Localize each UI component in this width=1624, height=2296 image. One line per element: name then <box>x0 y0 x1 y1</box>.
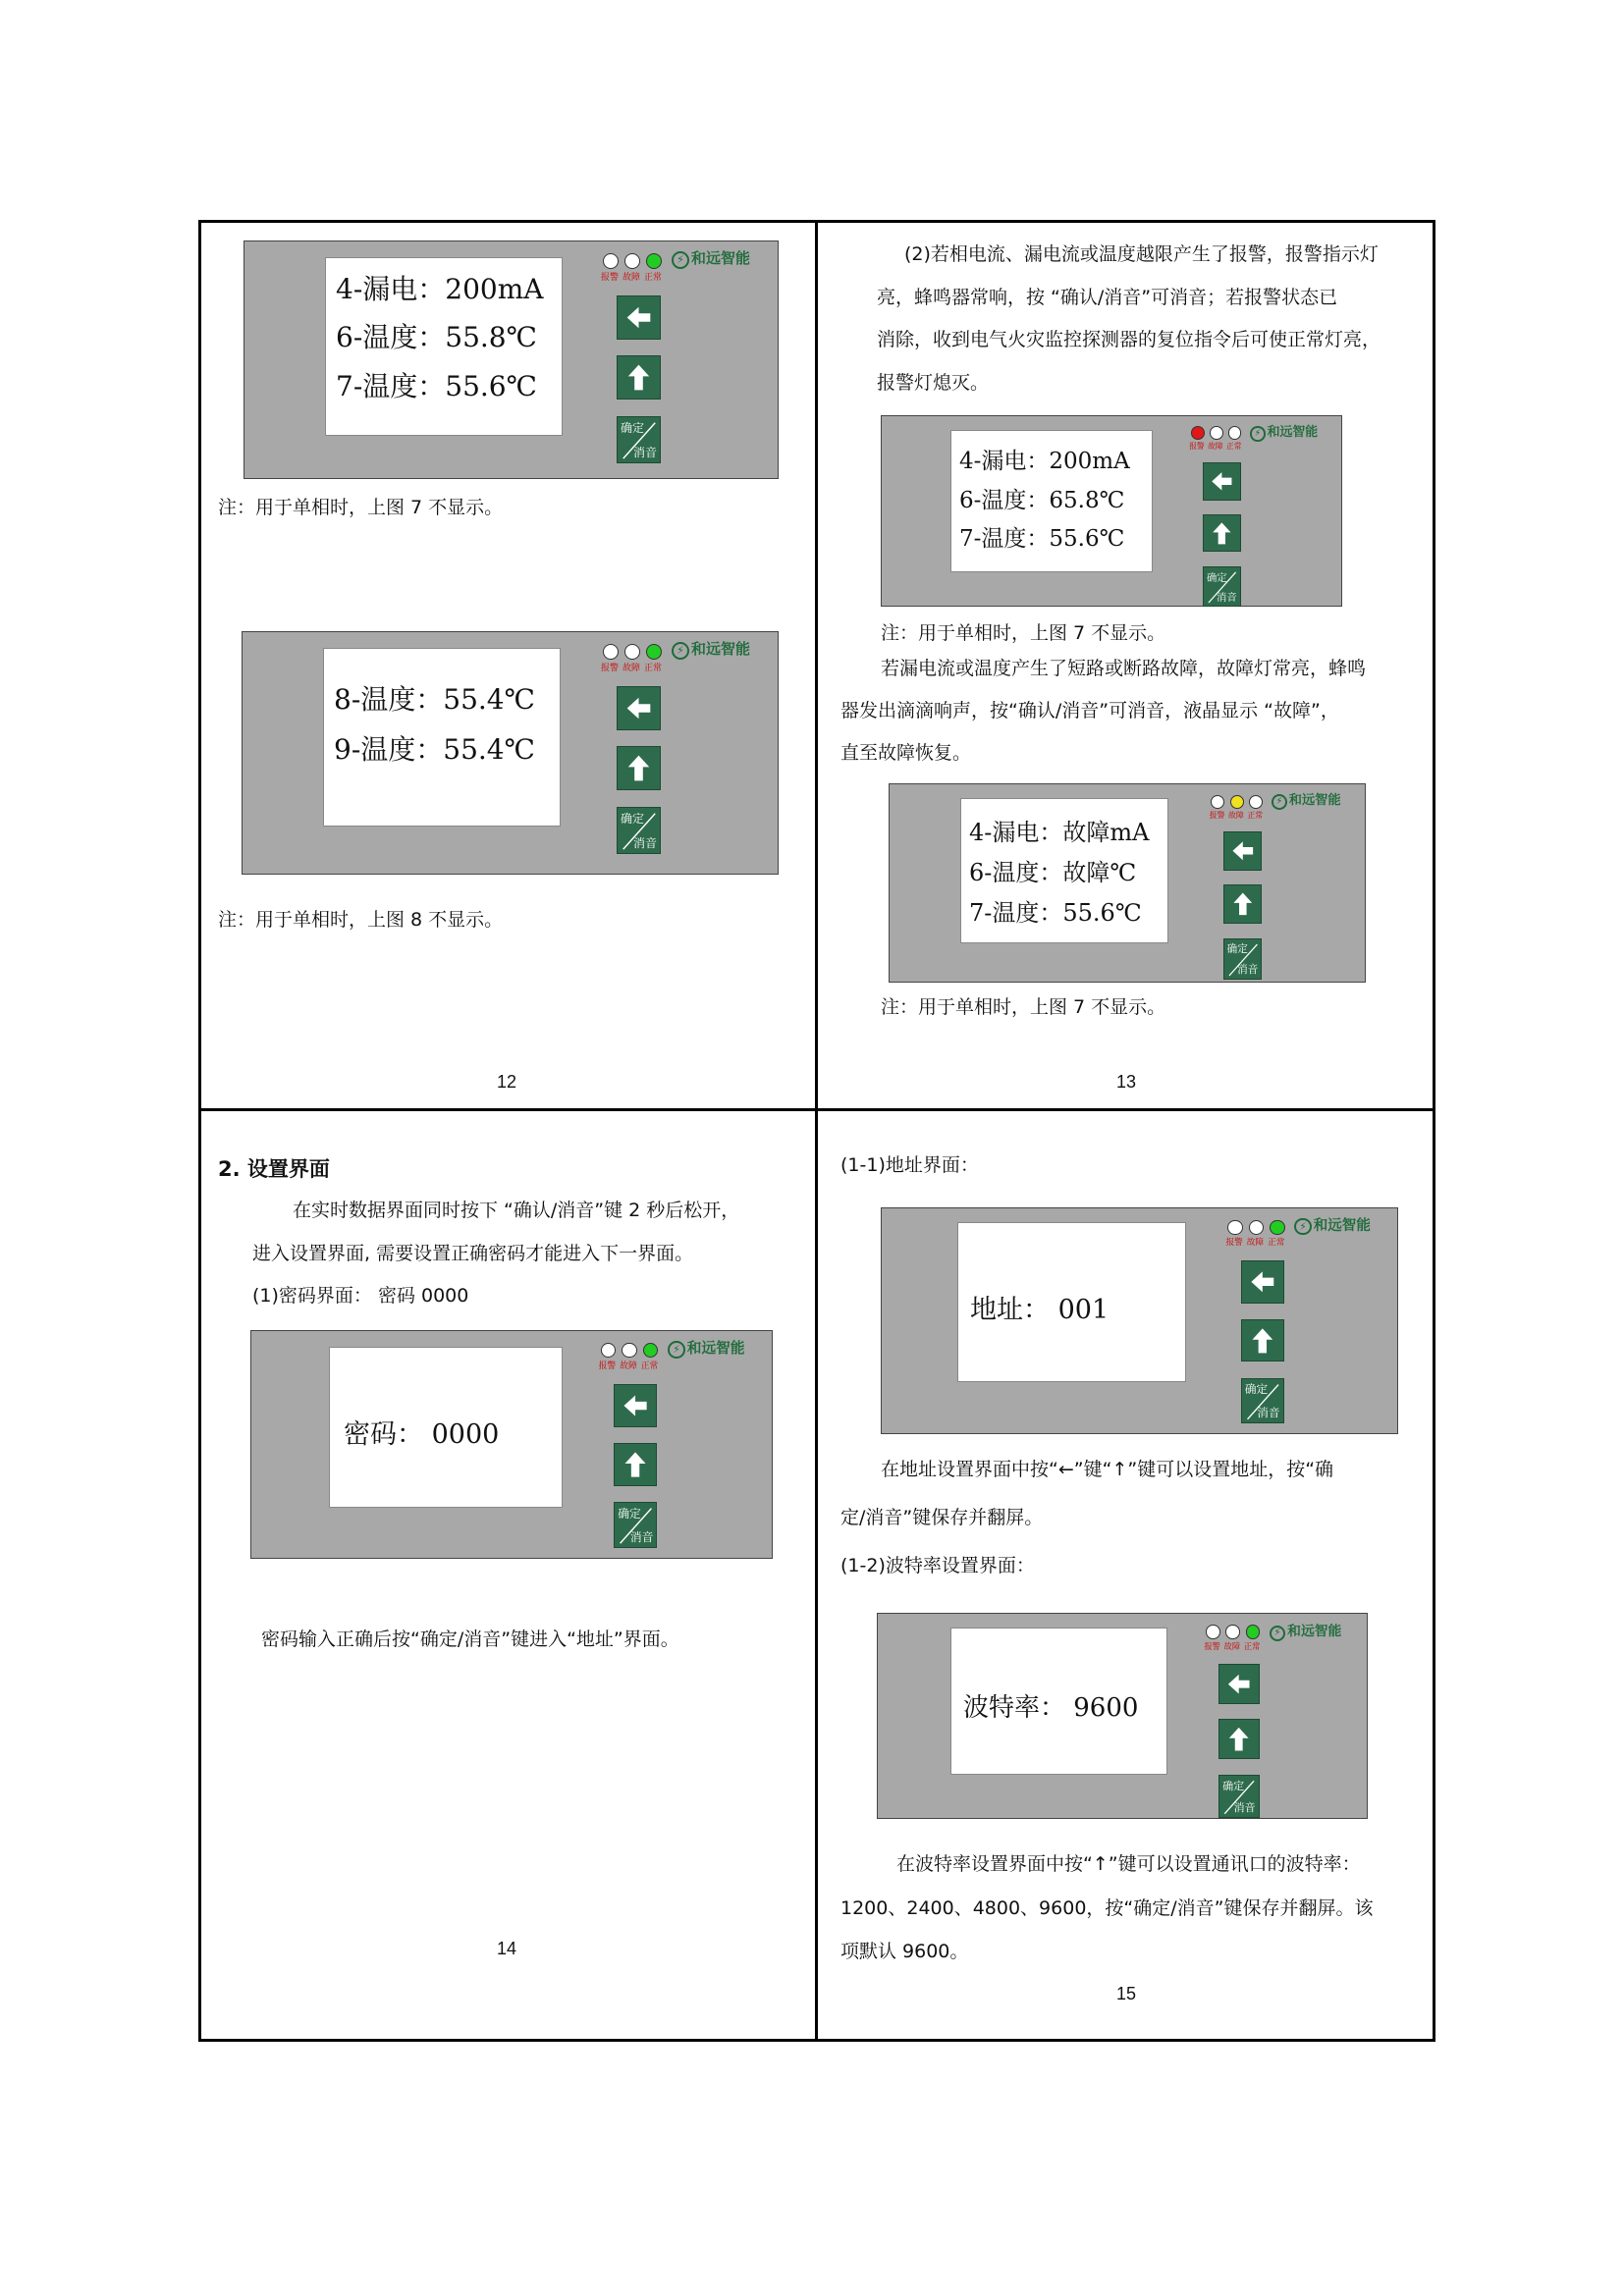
arrow-up-icon <box>1224 885 1262 923</box>
status-leds <box>603 253 672 287</box>
brand-logo <box>1294 1214 1371 1235</box>
confirm-label: 确定 <box>1206 572 1227 585</box>
lcd-line: 6-温度：55.8℃ <box>336 321 537 353</box>
up-arrow-button[interactable] <box>1218 1719 1259 1759</box>
status-leds <box>1227 1220 1294 1254</box>
lcd-line: 4-漏电：200mA <box>336 273 544 305</box>
device-panel <box>889 783 1366 983</box>
led-label: 报警 <box>1189 441 1205 451</box>
arrow-left-icon <box>1242 1261 1283 1303</box>
note: 注：用于单相时，上图 7 不显示。 <box>881 622 1166 644</box>
paragraph-line: 报警灯熄灭。 <box>877 372 990 394</box>
brand-logo <box>1270 1620 1342 1642</box>
brand-logo-icon: ⚡ <box>1294 1218 1311 1235</box>
device-panel <box>244 240 779 479</box>
brand-logo-text: 和远智能 <box>691 249 751 267</box>
up-arrow-button[interactable] <box>1223 884 1263 924</box>
note: 注：用于单相时，上图 7 不显示。 <box>218 497 504 518</box>
paragraph-line: 在实时数据界面同时按下 “确认/消音”键 2 秒后松开， <box>293 1200 740 1221</box>
brand-logo-text: 和远智能 <box>686 1339 745 1357</box>
device-panel <box>242 631 779 875</box>
brand-logo-icon: ⚡ <box>672 642 689 660</box>
lcd-line: 9-温度：55.4℃ <box>334 733 535 766</box>
lcd-line: 7-温度：55.6℃ <box>959 526 1125 552</box>
arrow-up-icon <box>1219 1720 1258 1758</box>
fault-led <box>624 644 640 660</box>
brand-logo-icon: ⚡ <box>672 251 689 269</box>
up-arrow-button[interactable] <box>1241 1319 1284 1362</box>
lcd-line: 波特率： 9600 <box>963 1693 1139 1723</box>
normal-led <box>646 644 662 660</box>
brand-logo-icon: ⚡ <box>1270 1626 1286 1642</box>
confirm-label: 确定 <box>1222 1779 1245 1792</box>
subheading: (1-2)波特率设置界面： <box>840 1555 1035 1576</box>
brand-logo-text: 和远智能 <box>1287 1623 1342 1639</box>
status-leds <box>1191 426 1250 459</box>
arrow-up-icon <box>1204 515 1240 552</box>
fault-led <box>1225 1625 1240 1639</box>
paragraph-line: 项默认 9600。 <box>840 1941 969 1962</box>
page-divider-horizontal <box>198 1108 1435 1111</box>
up-arrow-button[interactable] <box>614 1443 657 1486</box>
paragraph-line: 消除，收到电气火灾监控探测器的复位指令后可使正常灯亮， <box>877 329 1381 350</box>
status-leds <box>1206 1625 1269 1658</box>
brand-logo <box>1272 789 1341 810</box>
arrow-up-icon <box>618 356 660 399</box>
fault-led <box>1210 426 1223 440</box>
led-label: 故障 <box>1246 1238 1265 1249</box>
fault-led <box>1230 795 1244 809</box>
section-heading: 2. 设置界面 <box>218 1157 330 1181</box>
brand-logo <box>672 247 750 269</box>
lcd-screen <box>329 1347 563 1508</box>
lcd-screen <box>950 430 1153 572</box>
confirm-mute-button[interactable] <box>1218 1775 1259 1818</box>
brand-logo-text: 和远智能 <box>691 640 751 658</box>
paragraph-line: (2)若相电流、漏电流或温度越限产生了报警，报警指示灯 <box>904 243 1379 265</box>
lcd-line: 4-漏电：故障mA <box>969 819 1150 846</box>
lcd-screen <box>960 798 1168 943</box>
fault-led <box>1249 1220 1265 1236</box>
paragraph-line: 1200、2400、4800、9600，按“确定/消音”键保存并翻屏。该 <box>840 1897 1374 1919</box>
brand-logo-text: 和远智能 <box>1313 1216 1371 1234</box>
alarm-led <box>1211 795 1224 809</box>
lcd-line: 8-温度：55.4℃ <box>334 683 535 716</box>
alarm-led <box>1227 1220 1243 1236</box>
led-label: 正常 <box>644 664 663 673</box>
alarm-led <box>603 644 619 660</box>
normal-led <box>1228 426 1242 440</box>
up-arrow-button[interactable] <box>617 746 661 790</box>
subheading: (1)密码界面： 密码 0000 <box>252 1285 469 1307</box>
paragraph-line: 进入设置界面, 需要设置正确密码才能进入下一界面。 <box>252 1243 694 1264</box>
led-label: 正常 <box>644 273 663 283</box>
normal-led <box>1270 1220 1285 1236</box>
note: 注：用于单相时，上图 8 不显示。 <box>218 909 504 931</box>
brand-logo-icon: ⚡ <box>668 1341 685 1359</box>
confirm-mute-button[interactable] <box>1241 1378 1284 1424</box>
page-divider-vertical <box>815 220 818 2042</box>
lcd-line: 4-漏电：200mA <box>959 449 1130 474</box>
led-label: 正常 <box>1247 810 1264 820</box>
confirm-mute-button[interactable] <box>614 1502 657 1548</box>
left-arrow-button[interactable] <box>1241 1260 1284 1304</box>
led-label: 正常 <box>640 1362 659 1372</box>
status-leds <box>603 644 672 677</box>
paragraph-line: 在波特率设置界面中按“↑”键可以设置通讯口的波特率： <box>896 1853 1361 1875</box>
arrow-left-icon <box>618 296 660 339</box>
arrow-left-icon <box>1219 1665 1258 1703</box>
brand-logo <box>1250 421 1318 441</box>
alarm-led <box>601 1343 617 1359</box>
alarm-led <box>1206 1625 1220 1639</box>
paragraph-line: 定/消音”键保存并翻屏。 <box>840 1507 1044 1528</box>
up-arrow-button[interactable] <box>1203 514 1241 553</box>
lcd-line: 7-温度：55.6℃ <box>336 370 537 402</box>
left-arrow-button[interactable] <box>1218 1664 1259 1704</box>
normal-led <box>1246 1625 1261 1639</box>
alarm-led <box>1191 426 1205 440</box>
led-label: 正常 <box>1268 1238 1285 1249</box>
device-panel <box>881 1207 1398 1434</box>
confirm-mute-button[interactable] <box>617 416 661 463</box>
confirm-label: 确定 <box>618 1507 641 1522</box>
confirm-mute-button[interactable] <box>617 807 661 854</box>
page-number: 13 <box>1116 1072 1137 1092</box>
led-label: 故障 <box>1208 441 1223 451</box>
normal-led <box>1249 795 1263 809</box>
device-panel <box>877 1613 1368 1819</box>
lcd-screen <box>325 257 563 436</box>
arrow-left-icon <box>618 687 660 729</box>
paragraph-line: 亮，蜂鸣器常响，按 “确认/消音”可消音；若报警状态已 <box>877 287 1338 308</box>
alarm-led <box>603 253 619 269</box>
brand-logo-text: 和远智能 <box>1288 793 1341 809</box>
lcd-line: 6-温度：故障℃ <box>969 859 1137 886</box>
led-label: 报警 <box>601 664 620 673</box>
led-label: 故障 <box>620 1362 637 1372</box>
confirm-label: 确定 <box>621 421 645 435</box>
led-label: 故障 <box>623 664 641 673</box>
device-panel <box>881 415 1342 607</box>
led-label: 报警 <box>1225 1238 1243 1249</box>
confirm-mute-button[interactable] <box>1223 938 1263 980</box>
mute-label: 消音 <box>629 1530 654 1545</box>
paragraph-line: 器发出滴滴响声，按“确认/消音”可消音，液晶显示 “故障”， <box>840 700 1339 721</box>
arrow-left-icon <box>1224 832 1262 870</box>
arrow-left-icon <box>1204 463 1240 500</box>
led-label: 报警 <box>598 1362 617 1372</box>
note: 注：用于单相时，上图 7 不显示。 <box>881 996 1166 1018</box>
confirm-label: 确定 <box>1244 1381 1269 1396</box>
device-panel <box>250 1330 773 1559</box>
lcd-line: 6-温度：65.8℃ <box>959 488 1125 513</box>
mute-label: 消音 <box>1257 1406 1280 1420</box>
left-arrow-button[interactable] <box>617 686 661 730</box>
led-label: 报警 <box>601 273 620 283</box>
mute-label: 消音 <box>632 446 657 459</box>
page-number: 14 <box>497 1939 517 1958</box>
page-number: 15 <box>1116 1984 1137 2003</box>
brand-logo-text: 和远智能 <box>1267 425 1319 441</box>
status-leds <box>598 1343 669 1376</box>
mute-label: 消音 <box>1217 592 1237 605</box>
led-label: 正常 <box>1226 441 1242 451</box>
fault-led <box>622 1343 637 1359</box>
lcd-screen <box>957 1222 1186 1382</box>
status-leds <box>1211 795 1272 828</box>
brand-logo <box>668 1337 744 1359</box>
paragraph-line: 在地址设置界面中按“←”键“↑”键可以设置地址，按“确 <box>881 1459 1334 1480</box>
led-label: 故障 <box>1227 810 1244 820</box>
confirm-label: 确定 <box>621 812 645 826</box>
paragraph-line: 若漏电流或温度产生了短路或断路故障，故障灯常亮，蜂鸣 <box>881 658 1367 679</box>
mute-label: 消音 <box>1237 963 1259 976</box>
subheading: (1-1)地址界面： <box>840 1154 979 1176</box>
arrow-up-icon <box>615 1444 656 1485</box>
paragraph-line: 直至故障恢复。 <box>840 742 972 764</box>
normal-led <box>643 1343 659 1359</box>
arrow-left-icon <box>615 1385 656 1426</box>
confirm-label: 确定 <box>1226 942 1248 955</box>
confirm-mute-button[interactable] <box>1203 566 1241 607</box>
left-arrow-button[interactable] <box>614 1384 657 1427</box>
left-arrow-button[interactable] <box>1223 831 1263 871</box>
brand-logo <box>672 638 750 660</box>
lcd-line: 7-温度：55.6℃ <box>969 899 1142 927</box>
led-label: 正常 <box>1243 1640 1261 1651</box>
mute-label: 消音 <box>632 836 657 850</box>
lcd-screen <box>323 648 561 827</box>
lcd-screen <box>950 1628 1167 1775</box>
page-number: 12 <box>497 1072 517 1092</box>
arrow-up-icon <box>1242 1320 1283 1362</box>
brand-logo-icon: ⚡ <box>1250 426 1265 441</box>
mute-label: 消音 <box>1233 1800 1256 1814</box>
led-label: 故障 <box>623 273 641 283</box>
led-label: 报警 <box>1204 1640 1220 1651</box>
paragraph-line: 密码输入正确后按“确定/消音”键进入“地址”界面。 <box>261 1629 679 1650</box>
fault-led <box>624 253 640 269</box>
led-label: 报警 <box>1209 810 1225 820</box>
brand-logo-icon: ⚡ <box>1272 794 1287 810</box>
lcd-line: 地址： 001 <box>970 1295 1110 1325</box>
left-arrow-button[interactable] <box>1203 462 1241 501</box>
led-label: 故障 <box>1223 1640 1241 1651</box>
arrow-up-icon <box>618 747 660 789</box>
left-arrow-button[interactable] <box>617 295 661 340</box>
up-arrow-button[interactable] <box>617 355 661 400</box>
normal-led <box>646 253 662 269</box>
lcd-line: 密码： 0000 <box>344 1419 500 1450</box>
